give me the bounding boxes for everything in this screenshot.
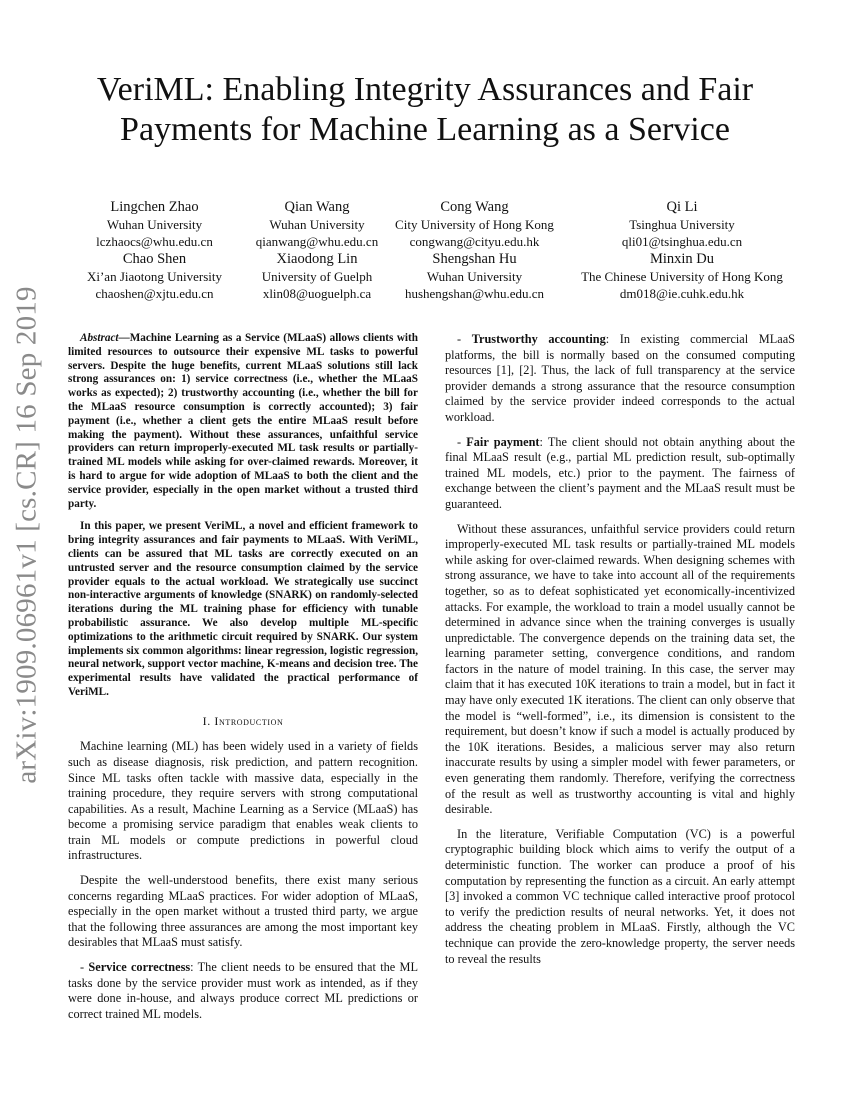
bullet-text: : In existing commercial MLaaS platforms, the bill is normally based on the consumed computing resources [1], [2]. Thus, the lack of full transparency at the service provider demands a strong assurance that the resource consumption claimed by the service provider indeed corresponds to the actual workload. — [445, 332, 795, 424]
author-affiliation: City University of Hong Kong — [395, 217, 554, 232]
author-email: lczhaocs@whu.edu.cn — [96, 234, 213, 249]
bullet-title: Service correctness — [88, 960, 191, 975]
author-email: chaoshen@xjtu.edu.cn — [95, 286, 214, 301]
author-affiliation: Wuhan University — [426, 269, 523, 284]
bullet-service-correctness — [68, 960, 418, 1022]
author-card — [62, 198, 247, 250]
abstract-paragraph-2: In this paper, we present VeriML, a novel and efficient framework to bring integrity assurances and fair payments to MLaaS. With VeriML, clients can be assured that ML tasks are correctly executed on an untrusted server and the resource consumption claimed by the service provider equals to the actual workload. We strategically use succinct non-interactive arguments of knowledge (SNARK) on randomly-selected iterations during the ML training phase for efficiency with tunable probabilistic assurance. We also develop multiple ML-specific optimizations to the arithmetic circuit required by SNARK. Our system implements six common algorithms: linear regression, logistic regression, neural network, support vector machine, K-means and decision tree. The experimental results have validated the practical performance of VeriML. — [68, 520, 418, 698]
author-card — [62, 250, 247, 302]
author-email: hushengshan@whu.edu.cn — [404, 286, 545, 301]
author-card — [562, 250, 802, 302]
author-name: Qi Li — [666, 199, 698, 215]
author-card — [562, 198, 802, 250]
intro-paragraph-3: Without these assurances, unfaithful service providers could return improperly-executed ML task results or partially-trained ML models while asking for over-claimed rewards. When designing schemes with strong assurance, we have to take into account all of the requirements together, so as to defeat sophisticated yet economically-incentivized attacks. For example, the workload to train a model usually cannot be determined in advance since when the training converges is usually unpredictable. The convergence depends on the training data set, the learning parameter setting, convergence conditions, and random factors in the nature of model training. In this case, the server may claim that it has executed 10K iterations to train a model, but in fact it may have only executed 1K iterations. The client can only observe that the model is “well-formed”, i.e., its dimension is consistent to the requirement, but doesn’t know if such a model is actually produced by the 10K iterations. Besides, a malicious server may also return inaccurate results by using a simpler model with fewer parameters, or even generating them randomly. Therefore, verifying the correctness of the result as well as trustworthy accounting is vital and highly desirable. — [445, 521, 795, 817]
author-affiliation: The Chinese University of Hong Kong — [581, 269, 783, 284]
author-card — [387, 198, 562, 250]
arxiv-sidebar — [0, 286, 54, 784]
right-column — [445, 332, 795, 976]
bullet-title: Trustworthy accounting — [471, 332, 606, 346]
author-name: Minxin Du — [649, 251, 715, 267]
bullet-prefix: - — [457, 434, 467, 449]
title-line-2: Payments for Machine Learning as a Service — [120, 111, 730, 148]
bullet-fair-payment — [445, 435, 795, 513]
author-affiliation: Xi’an Jiaotong University — [86, 269, 223, 284]
left-column — [68, 332, 418, 1031]
bullet-text: : The client should not obtain anything about the final MLaaS result (e.g., partial ML prediction result, sub-optimally trained ML models, etc.) prior to the payment. The fairness of exchange between the client’s payment and the MLaaS result must be guaranteed. — [445, 434, 796, 511]
bullet-title: Fair payment — [466, 434, 540, 449]
author-name: Chao Shen — [122, 251, 187, 267]
author-affiliation: Wuhan University — [269, 217, 365, 232]
intro-paragraph-2: Despite the well-understood benefits, there exist many serious concerns regarding MLaaS practices. For wider adoption of MLaaS, especially in the open market without a trusted third party, we argue that the following three assurances are among the most important key desirables that MLaaS must satisfy. — [68, 873, 418, 950]
author-block — [62, 198, 802, 302]
author-card — [247, 250, 387, 302]
author-email: qli01@tsinghua.edu.cn — [621, 234, 743, 249]
author-name: Lingchen Zhao — [110, 199, 199, 215]
intro-paragraph-4: In the literature, Verifiable Computation (VC) is a powerful cryptographic building block which aims to verify the output of a deterministic function. The worker can produce a proof of his computation by representing the function as a circuit. An early attempt [3] invoked a common VC technique called interactive proof protocol to verify the prediction results of neural networks. Yet, it does not address the cheating problem in MLaaS. Firstly, although the VC technique can provide the zero-knowledge property, the server needs to reveal the results — [445, 826, 795, 966]
author-email: dm018@ie.cuhk.edu.hk — [619, 286, 745, 301]
author-name: Qian Wang — [284, 199, 350, 215]
bullet-prefix: - — [80, 960, 89, 975]
title-line-1: VeriML: Enabling Integrity Assurances and Fair — [96, 71, 754, 108]
author-card — [247, 198, 387, 250]
intro-paragraph-1: Machine learning (ML) has been widely used in a variety of fields such as disease diagnosis, risk prediction, and pattern recognition. Since ML tasks often tackle with massive data, especially in the training procedure, they require servers with strong computational capabilities. As a result, Machine Learning as a Service (MLaaS) has become a promising service paradigm that enables weak clients to train ML models or compute predictions in powerful cloud infrastructures. — [68, 739, 418, 863]
paper-title — [60, 70, 790, 150]
author-name: Cong Wang — [440, 199, 509, 215]
abstract-label: Abstract — [80, 332, 119, 344]
bullet-prefix: - — [457, 332, 472, 346]
author-email: congwang@cityu.edu.hk — [409, 234, 540, 249]
author-card — [387, 250, 562, 302]
bullet-trustworthy-accounting — [445, 332, 795, 426]
arxiv-identifier: arXiv:1909.06961v1 [cs.CR] 16 Sep 2019 — [10, 286, 43, 784]
author-affiliation: University of Guelph — [261, 269, 373, 284]
author-email: qianwang@whu.edu.cn — [255, 234, 379, 249]
bullet-text: : The client needs to be ensured that the ML tasks done by the service provider must work as intended, as if they were done in-house, and always produce correct ML predictions or correct trained ML models. — [68, 960, 418, 1021]
author-affiliation: Tsinghua University — [629, 217, 735, 232]
abstract — [68, 332, 418, 700]
section-heading: I. Introduction — [202, 713, 284, 728]
abstract-paragraph-1 — [68, 332, 418, 511]
author-affiliation: Wuhan University — [106, 217, 203, 232]
author-name: Shengshan Hu — [432, 251, 517, 267]
abstract-text-1: —Machine Learning as a Service (MLaaS) allows clients with limited resources to outsource their expensive ML tasks to powerful servers. Despite the huge benefits, current MLaaS solutions still lack strong assurances on: 1) service correctness (i.e., whether the MLaaS works as expected); 2) trustworthy accounting (i.e., whether the bill for the MLaaS resource consumption is correctly accounted); 3) fair payment (i.e., whether a client gets the entire MLaaS result before making the payment). Without these assurances, unfaithful service providers can return improperly-executed ML task results or partially-trained ML models while asking for over-claimed rewards. Moreover, it is hard to argue for wide adoption of MLaaS to both the client and the service provider, especially in the open market without a trusted third party. — [68, 332, 418, 510]
author-email: xlin08@uoguelph.ca — [262, 286, 372, 301]
author-name: Xiaodong Lin — [276, 251, 358, 267]
